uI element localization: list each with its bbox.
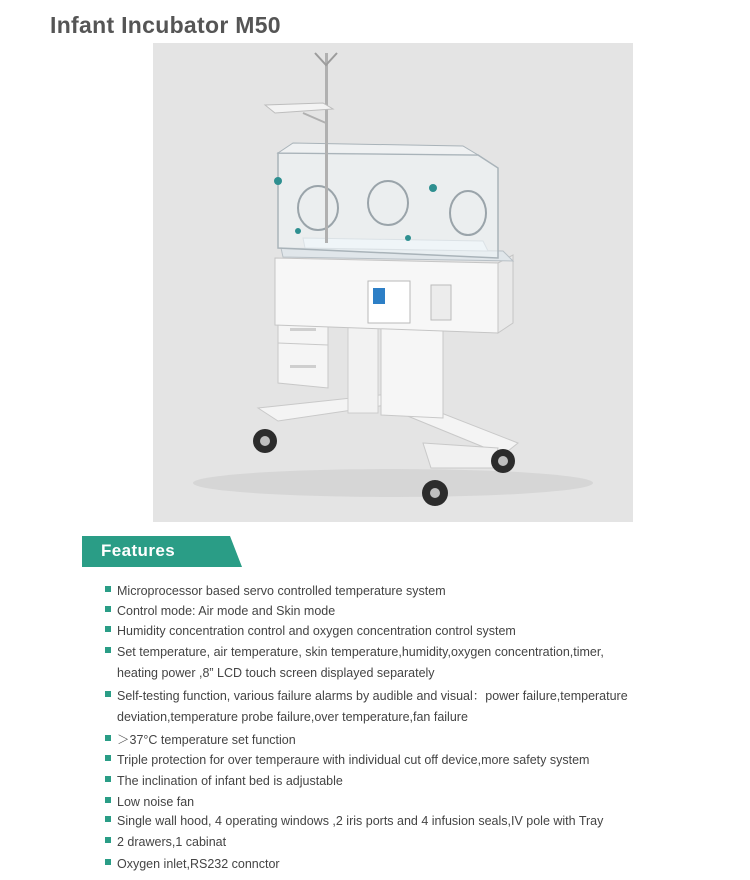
- feature-text: 2 drawers,1 cabinat: [117, 835, 227, 849]
- feature-text: Set temperature, air temperature, skin temperature,humidity,oxygen concentration,timer,: [117, 645, 604, 659]
- feature-text: Microprocessor based servo controlled temperature system: [117, 584, 446, 598]
- bullet-icon: [105, 837, 111, 843]
- feature-text: Humidity concentration control and oxygen concentration control system: [117, 624, 516, 638]
- feature-text: ＞37°C temperature set function: [117, 733, 296, 747]
- bullet-icon: [105, 776, 111, 782]
- feature-text: Control mode: Air mode and Skin mode: [117, 604, 336, 618]
- bullet-icon: [105, 816, 111, 822]
- bullet-icon: [105, 859, 111, 865]
- features-heading: Features: [101, 541, 176, 560]
- product-photo: [153, 43, 633, 522]
- feature-text: Triple protection for over temperaure with individual cut off device,more safety system: [117, 753, 590, 767]
- feature-text: Single wall hood, 4 operating windows ,2 iris ports and 4 infusion seals,IV pole with Tray: [117, 814, 604, 828]
- bullet-icon: [105, 755, 111, 761]
- features-heading-tab: [82, 536, 242, 567]
- feature-text: Oxygen inlet,RS232 connctor: [117, 857, 280, 871]
- bullet-icon: [105, 647, 111, 653]
- bullet-icon: [105, 606, 111, 612]
- bullet-icon: [105, 797, 111, 803]
- bullet-icon: [105, 586, 111, 592]
- feature-text: Low noise fan: [117, 795, 195, 809]
- feature-text-continued: heating power ,8” LCD touch screen displayed separately: [117, 666, 435, 680]
- feature-text: Self-testing function, various failure alarms by audible and visual：power failure,temperature: [117, 689, 628, 703]
- bullet-icon: [105, 626, 111, 632]
- bullet-icon: [105, 735, 111, 741]
- page-title: Infant Incubator M50: [50, 12, 281, 38]
- feature-text-continued: deviation,temperature probe failure,over temperature,fan failure: [117, 710, 468, 724]
- bullet-icon: [105, 691, 111, 697]
- feature-text: The inclination of infant bed is adjustable: [117, 774, 343, 788]
